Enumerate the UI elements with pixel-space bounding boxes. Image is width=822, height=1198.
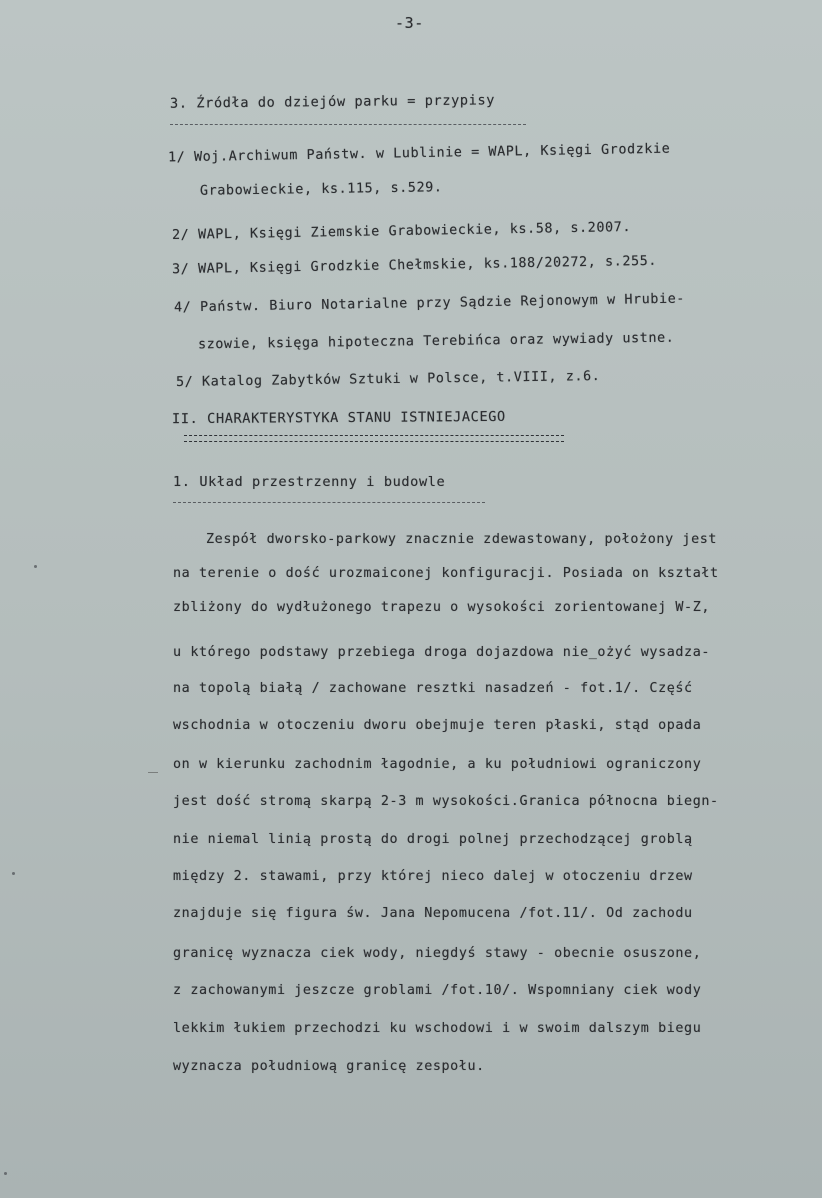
paragraph-line: wschodnia w otoczeniu dworu obejmuje teren płaski, stąd opada <box>173 718 702 733</box>
margin-mark <box>34 565 37 568</box>
footnote-1-line-1: 1/ Woj.Archiwum Państw. w Lublinie = WAPL, Księgi Grodzkie <box>167 141 671 166</box>
part-2-heading: II. CHARAKTERYSTYKA STANU ISTNIEJACEGO <box>171 408 506 428</box>
paragraph-line: znajduje się figura św. Jana Nepomucena /fot.11/. Od zachodu <box>173 906 693 921</box>
footnote-4-line-2: szowie, księga hipoteczna Terebińca oraz wywiady ustne. <box>197 330 675 353</box>
paragraph-line: wyznacza południową granicę zespołu. <box>173 1059 485 1074</box>
paragraph-line: granicę wyznacza ciek wody, niegdyś stawy - obecnie osuszone, <box>173 946 702 961</box>
footnote-1-line-2: Grabowieckie, ks.115, s.529. <box>199 180 443 199</box>
section-1-underline <box>173 502 485 503</box>
paragraph-line: zbliżony do wydłużonego trapezu o wysokości zorientowanej W-Z, <box>173 600 711 615</box>
section-1-heading: 1. Układ przestrzenny i budowle <box>173 474 446 490</box>
paragraph-line: jest dość stromą skarpą 2-3 m wysokości.Granica północna biegn- <box>173 794 719 809</box>
footnote-3: 3/ WAPL, Księgi Grodzkie Chełmskie, ks.188/20272, s.255. <box>171 253 658 278</box>
margin-mark <box>12 872 15 875</box>
footnote-5: 5/ Katalog Zabytków Sztuki w Polsce, t.VIII, z.6. <box>175 369 601 390</box>
paragraph-line: między 2. stawami, przy której nieco dalej w otoczeniu drzew <box>173 869 693 884</box>
paragraph-line: lekkim łukiem przechodzi ku wschodowi i w swoim dalszym biegu <box>173 1021 702 1036</box>
paragraph-line: na terenie o dość urozmaiconej konfiguracji. Posiada on kształt <box>173 566 719 581</box>
paragraph-line: Zespół dworsko-parkowy znacznie zdewastowany, położony jest <box>206 532 718 547</box>
paragraph-line: u którego podstawy przebiega droga dojazdowa nie_ożyć wysadza- <box>173 645 711 660</box>
section-3-heading: 3. Źródła do dziejów parku = przypisy <box>169 92 496 112</box>
footnote-2: 2/ WAPL, Księgi Ziemskie Grabowieckie, ks.58, s.2007. <box>171 219 632 244</box>
margin-dash <box>148 772 158 773</box>
paragraph-line: na topolą białą / zachowane resztki nasadzeń - fot.1/. Część <box>173 681 693 696</box>
margin-mark <box>4 1172 7 1175</box>
paragraph-line: nie niemal linią prostą do drogi polnej przechodzącej groblą <box>173 832 693 847</box>
paragraph-line: on w kierunku zachodnim łagodnie, a ku południowi ograniczony <box>173 757 702 772</box>
footnote-4-line-1: 4/ Państw. Biuro Notarialne przy Sądzie Rejonowym w Hrubie- <box>173 291 686 316</box>
section-3-underline <box>170 124 526 125</box>
paragraph-line: z zachowanymi jeszcze groblami /fot.10/. Wspomniany ciek wody <box>173 983 702 998</box>
page-number: -3- <box>395 14 424 32</box>
part-2-double-underline <box>184 435 564 442</box>
